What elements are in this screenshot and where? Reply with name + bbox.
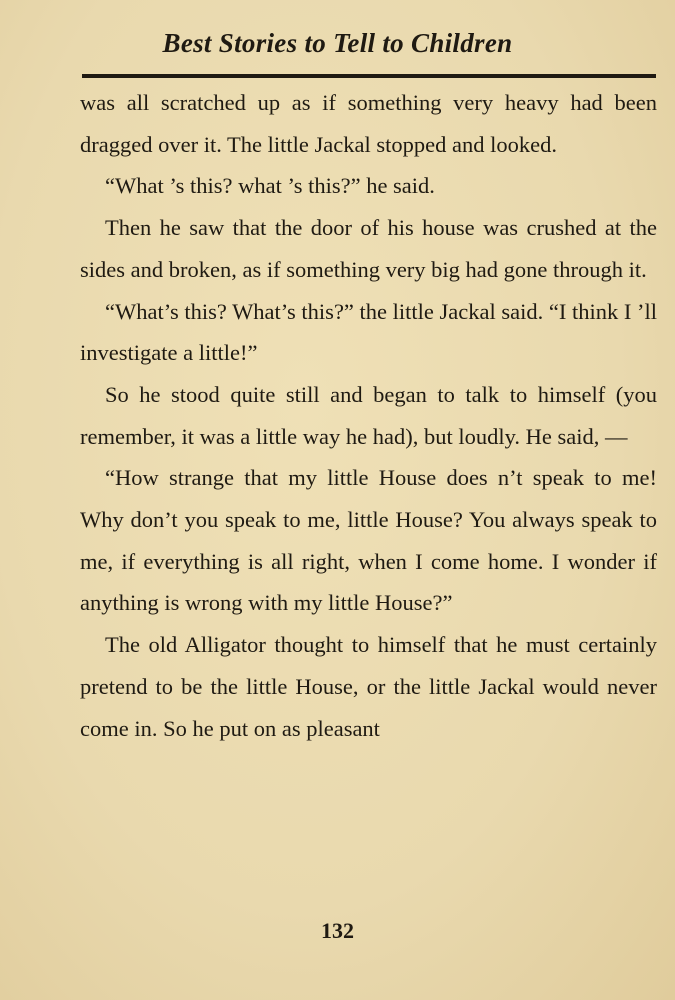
paragraph-1: was all scratched up as if something very heavy had been dragged over it. The little Jackal stopped and looked. xyxy=(80,90,657,157)
header-rule xyxy=(82,74,656,78)
page-number: 132 xyxy=(321,918,354,943)
paragraph-3: Then he saw that the door of his house was crushed at the sides and broken, as if something very big had gone through it. xyxy=(80,215,657,282)
paragraph-7: The old Alligator thought to himself that he must certainly pretend to be the little House, or the little Jackal would never come in. So he put on as pleasant xyxy=(80,632,657,741)
body-text xyxy=(80,82,657,749)
paragraph-2: “What ’s this? what ’s this?” he said. xyxy=(105,173,435,199)
paragraph-4: “What’s this? What’s this?” the little Jackal said. “I think I ’ll investigate a little!” xyxy=(80,298,657,366)
paragraph-6: “How strange that my little House does n’t speak to me! Why don’t you speak to me, little House? You always speak to me, if everything is all right, when I come home. I wonder if anything is wrong with my little House?” xyxy=(80,465,657,616)
paragraph-5: So he stood quite still and began to talk to himself (you remember, it was a little way he had), but loudly. He said, — xyxy=(80,381,657,449)
running-head: Best Stories to Tell to Children xyxy=(162,28,513,58)
